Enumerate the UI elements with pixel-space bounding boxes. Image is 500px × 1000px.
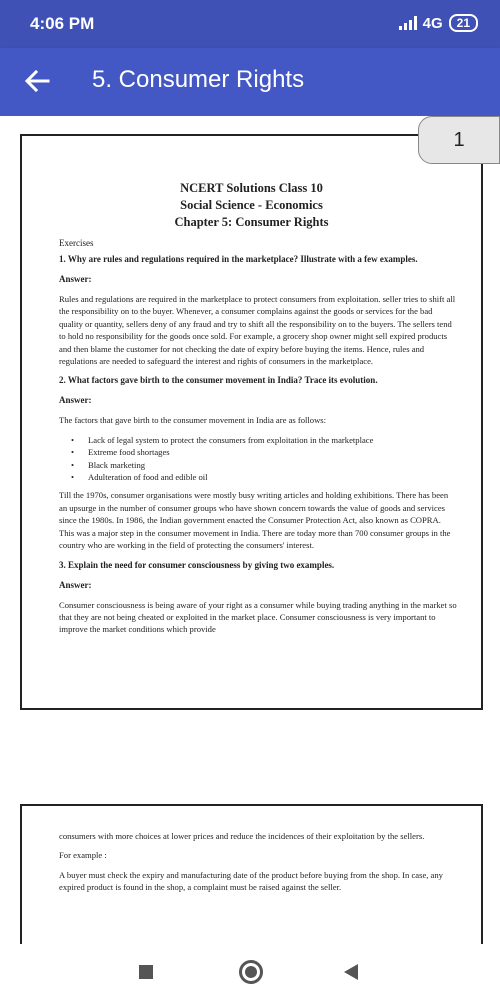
example-label: For example : — [59, 850, 107, 861]
answer-3-continued: consumers with more choices at lower prices and reduce the incidences of their exploitation by the sellers. — [59, 831, 425, 841]
answer-2-intro: The factors that gave birth to the consumer movement in India are as follows: — [59, 415, 327, 426]
answer-2-text: Till the 1970s, consumer organisations were mostly busy writing articles and holding exhibitions. There has been an upsurge in the number of consumer groups who have shown concern towards the value of goods and services since the 1980s. In 1986, the Indian government enacted the Consumer Protection Act, also known as COPRA. This was a major step in the consumer movement in India. There are today more than 700 consumer groups in the country who are working in the field of protecting the consumers' interest. — [59, 490, 451, 551]
pdf-viewer[interactable] — [0, 116, 500, 952]
home-circle-icon[interactable] — [239, 960, 263, 984]
page-title: 5. Consumer Rights — [92, 66, 305, 93]
list-item: • Black marketing — [71, 459, 457, 471]
status-bar — [0, 0, 500, 48]
list-item: • Lack of legal system to protect the consumers from exploitation in the marketplace — [71, 434, 457, 446]
arrow-back-icon[interactable] — [22, 66, 52, 96]
document-title — [22, 180, 481, 231]
battery-icon: 21 — [449, 14, 478, 32]
page-number-badge: 1 — [418, 116, 500, 164]
example-text: A buyer must check the expiry and manufacturing date of the product before buying from the shop. In case, any expired product is found in the shop, a complaint must be raised against the seller. — [59, 869, 443, 893]
title-line-1: NCERT Solutions Class 10 — [180, 181, 323, 195]
status-time: 4:06 PM — [30, 14, 95, 33]
exercises-label: Exercises — [59, 238, 94, 248]
page-2-content — [59, 830, 457, 901]
app-bar — [0, 48, 500, 116]
list-item: • Adulteration of food and edible oil — [71, 471, 457, 483]
triangle-back-icon[interactable] — [344, 964, 358, 980]
answer-1-text: Rules and regulations are required in the marketplace to protect consumers from exploitation. seller tries to shift all the responsibility on to the buyer. Whenever, a consumer complains against the goods or services for the bad quality or quantity, sellers deny of any fraud and try to shift all the responsibility on to the buyers. The sellers tend to hold no responsibility for the goods once sold. For example, a grocery shop owner might sell expired products and then blame the customer for not checking the date of expiry before buying the items. Hence, rules and regulations are needed to safeguard the interest and rights of consumers in the marketplace. — [59, 294, 456, 367]
question-1: 1. Why are rules and regulations required in the marketplace? Illustrate with a few examples. — [59, 254, 418, 264]
system-nav-bar — [0, 952, 500, 1000]
answer-3-text: Consumer consciousness is being aware of your right as a consumer while buying trading anything in the market so that they are not being cheated or exploited in the market place. Consumer consciousness is very important to improve the market conditions which provide — [59, 599, 457, 635]
title-line-2: Social Science - Economics — [180, 198, 323, 212]
page-1-content — [59, 237, 457, 643]
pdf-page-1 — [20, 134, 483, 710]
question-3: 3. Explain the need for consumer consciousness by giving two examples. — [59, 559, 335, 570]
pdf-page-2 — [20, 804, 483, 944]
network-type: 4G — [422, 14, 443, 32]
factors-list — [71, 434, 457, 484]
status-indicators — [399, 14, 478, 32]
answer-label-1: Answer: — [59, 274, 92, 284]
signal-icon — [399, 16, 417, 30]
question-2: 2. What factors gave birth to the consumer movement in India? Trace its evolution. — [59, 375, 378, 386]
list-item: • Extreme food shortages — [71, 446, 457, 458]
square-icon[interactable] — [139, 965, 153, 979]
title-line-3: Chapter 5: Consumer Rights — [174, 215, 329, 229]
answer-label-2: Answer: — [59, 395, 92, 406]
answer-label-3: Answer: — [59, 579, 92, 590]
